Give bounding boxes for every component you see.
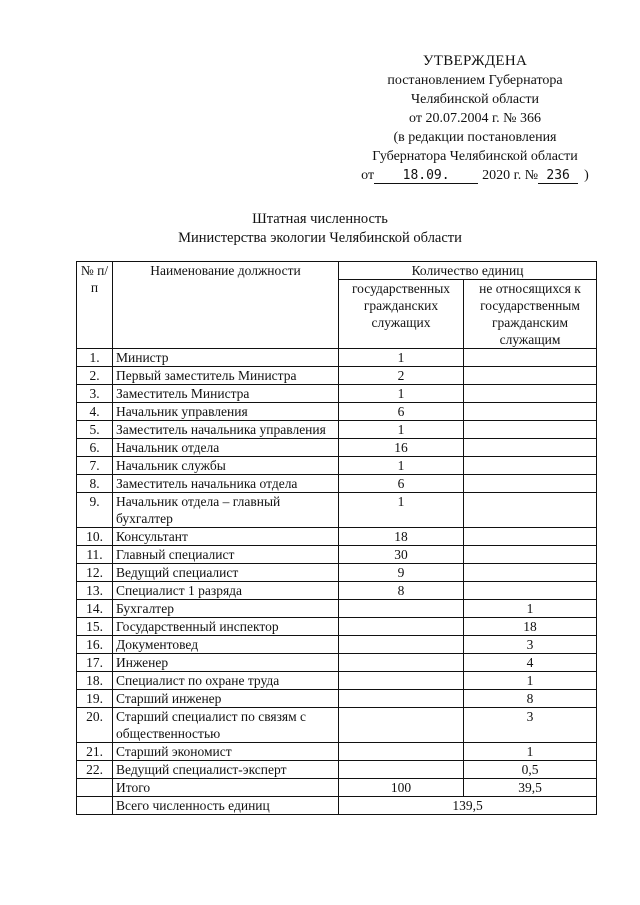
row-civil-count: 16 (339, 439, 464, 457)
row-noncivil-count (464, 457, 597, 475)
row-position: Специалист 1 разряда (113, 582, 339, 600)
table-row (77, 439, 597, 457)
row-position: Ведущий специалист (113, 564, 339, 582)
row-noncivil-count (464, 421, 597, 439)
row-noncivil-count: 1 (464, 743, 597, 761)
grand-total-num (77, 797, 113, 815)
row-noncivil-count (464, 528, 597, 546)
row-number: 15. (77, 618, 113, 636)
row-number: 2. (77, 367, 113, 385)
date-suffix: ) (584, 168, 589, 183)
row-noncivil-count (464, 403, 597, 421)
row-civil-count (339, 690, 464, 708)
total-noncivil: 39,5 (464, 779, 597, 797)
table-row (77, 582, 597, 600)
row-number: 1. (77, 349, 113, 367)
row-civil-count: 1 (339, 349, 464, 367)
approval-stamp (330, 52, 620, 185)
row-civil-count: 1 (339, 493, 464, 528)
row-number: 19. (77, 690, 113, 708)
row-civil-count (339, 600, 464, 618)
total-civil: 100 (339, 779, 464, 797)
table-row (77, 546, 597, 564)
row-position: Начальник управления (113, 403, 339, 421)
grand-total-value: 139,5 (339, 797, 597, 815)
approval-line-original-date: от 20.07.2004 г. № 366 (409, 111, 541, 126)
date-value: 18.09. (374, 168, 478, 184)
row-noncivil-count: 18 (464, 618, 597, 636)
row-civil-count (339, 618, 464, 636)
table-row (77, 528, 597, 546)
title-line-2: Министерства экологии Челябинской области (178, 230, 462, 246)
header-civil-servants: государственных гражданских служащих (339, 280, 464, 349)
table-row (77, 367, 597, 385)
row-number: 4. (77, 403, 113, 421)
date-mid: 2020 г. № (482, 168, 539, 183)
row-position: Начальник службы (113, 457, 339, 475)
row-position: Консультант (113, 528, 339, 546)
row-number: 3. (77, 385, 113, 403)
row-civil-count (339, 761, 464, 779)
table-row (77, 672, 597, 690)
table-row (77, 349, 597, 367)
table-row (77, 761, 597, 779)
row-noncivil-count (464, 349, 597, 367)
total-num (77, 779, 113, 797)
date-prefix: от (361, 168, 375, 183)
row-number: 5. (77, 421, 113, 439)
row-civil-count: 1 (339, 385, 464, 403)
table-row (77, 421, 597, 439)
row-number: 18. (77, 672, 113, 690)
table-row (77, 564, 597, 582)
row-noncivil-count: 3 (464, 708, 597, 743)
row-civil-count: 9 (339, 564, 464, 582)
row-civil-count (339, 743, 464, 761)
row-number: 20. (77, 708, 113, 743)
table-row (77, 385, 597, 403)
row-number: 12. (77, 564, 113, 582)
row-number: 16. (77, 636, 113, 654)
row-noncivil-count (464, 367, 597, 385)
document-title (0, 210, 640, 248)
row-civil-count (339, 672, 464, 690)
row-noncivil-count (464, 475, 597, 493)
row-number: 13. (77, 582, 113, 600)
table-row (77, 457, 597, 475)
row-noncivil-count (464, 546, 597, 564)
approval-line-resolution: постановлением Губернатора (387, 73, 563, 88)
row-civil-count: 30 (339, 546, 464, 564)
row-noncivil-count: 0,5 (464, 761, 597, 779)
row-position: Старший специалист по связям с общественностью (113, 708, 339, 743)
row-position: Документовед (113, 636, 339, 654)
approval-line-region: Челябинской области (411, 92, 539, 107)
row-position: Министр (113, 349, 339, 367)
row-noncivil-count: 1 (464, 672, 597, 690)
approval-heading: УТВЕРЖДЕНА (422, 53, 528, 69)
grand-total-label: Всего численность единиц (113, 797, 339, 815)
row-noncivil-count (464, 385, 597, 403)
row-position: Старший инженер (113, 690, 339, 708)
row-position: Ведущий специалист-эксперт (113, 761, 339, 779)
table-row (77, 475, 597, 493)
row-position: Заместитель начальника управления (113, 421, 339, 439)
row-number: 21. (77, 743, 113, 761)
row-noncivil-count (464, 564, 597, 582)
header-position: Наименование должности (113, 262, 339, 349)
table-row (77, 708, 597, 743)
row-number: 7. (77, 457, 113, 475)
row-civil-count: 6 (339, 475, 464, 493)
table-row (77, 618, 597, 636)
row-number: 6. (77, 439, 113, 457)
row-number: 17. (77, 654, 113, 672)
row-noncivil-count (464, 582, 597, 600)
row-number: 8. (77, 475, 113, 493)
row-noncivil-count: 3 (464, 636, 597, 654)
row-position: Старший экономист (113, 743, 339, 761)
row-number: 22. (77, 761, 113, 779)
row-position: Инженер (113, 654, 339, 672)
table-row (77, 403, 597, 421)
row-civil-count: 6 (339, 403, 464, 421)
row-noncivil-count (464, 439, 597, 457)
table-row (77, 743, 597, 761)
row-civil-count: 8 (339, 582, 464, 600)
header-num: № п/п (77, 262, 113, 349)
row-position: Бухгалтер (113, 600, 339, 618)
row-number: 11. (77, 546, 113, 564)
row-civil-count: 18 (339, 528, 464, 546)
row-civil-count: 1 (339, 421, 464, 439)
row-civil-count (339, 708, 464, 743)
row-position: Заместитель Министра (113, 385, 339, 403)
table-row (77, 636, 597, 654)
row-number: 14. (77, 600, 113, 618)
approval-line-edition: (в редакции постановления (393, 130, 557, 145)
row-number: 10. (77, 528, 113, 546)
row-position: Начальник отдела – главный бухгалтер (113, 493, 339, 528)
approval-line-governor: Губернатора Челябинской области (372, 149, 578, 164)
row-civil-count: 2 (339, 367, 464, 385)
approval-dateline (330, 166, 620, 185)
row-noncivil-count (464, 493, 597, 528)
table-row (77, 600, 597, 618)
row-civil-count (339, 654, 464, 672)
staffing-table (76, 261, 597, 815)
row-civil-count (339, 636, 464, 654)
header-non-civil-servants: не относящихся к государственным гражданским служащим (464, 280, 597, 349)
row-noncivil-count: 4 (464, 654, 597, 672)
row-noncivil-count: 8 (464, 690, 597, 708)
row-position: Специалист по охране труда (113, 672, 339, 690)
table-row (77, 690, 597, 708)
title-line-1: Штатная численность (252, 211, 388, 227)
row-number: 9. (77, 493, 113, 528)
number-value: 236 (538, 168, 578, 184)
row-civil-count: 1 (339, 457, 464, 475)
header-quantity-group: Количество единиц (339, 262, 597, 280)
total-row (77, 779, 597, 797)
row-position: Первый заместитель Министра (113, 367, 339, 385)
table-row (77, 654, 597, 672)
table-row (77, 493, 597, 528)
grand-total-row (77, 797, 597, 815)
row-position: Начальник отдела (113, 439, 339, 457)
row-noncivil-count: 1 (464, 600, 597, 618)
row-position: Заместитель начальника отдела (113, 475, 339, 493)
total-label: Итого (113, 779, 339, 797)
row-position: Государственный инспектор (113, 618, 339, 636)
row-position: Главный специалист (113, 546, 339, 564)
